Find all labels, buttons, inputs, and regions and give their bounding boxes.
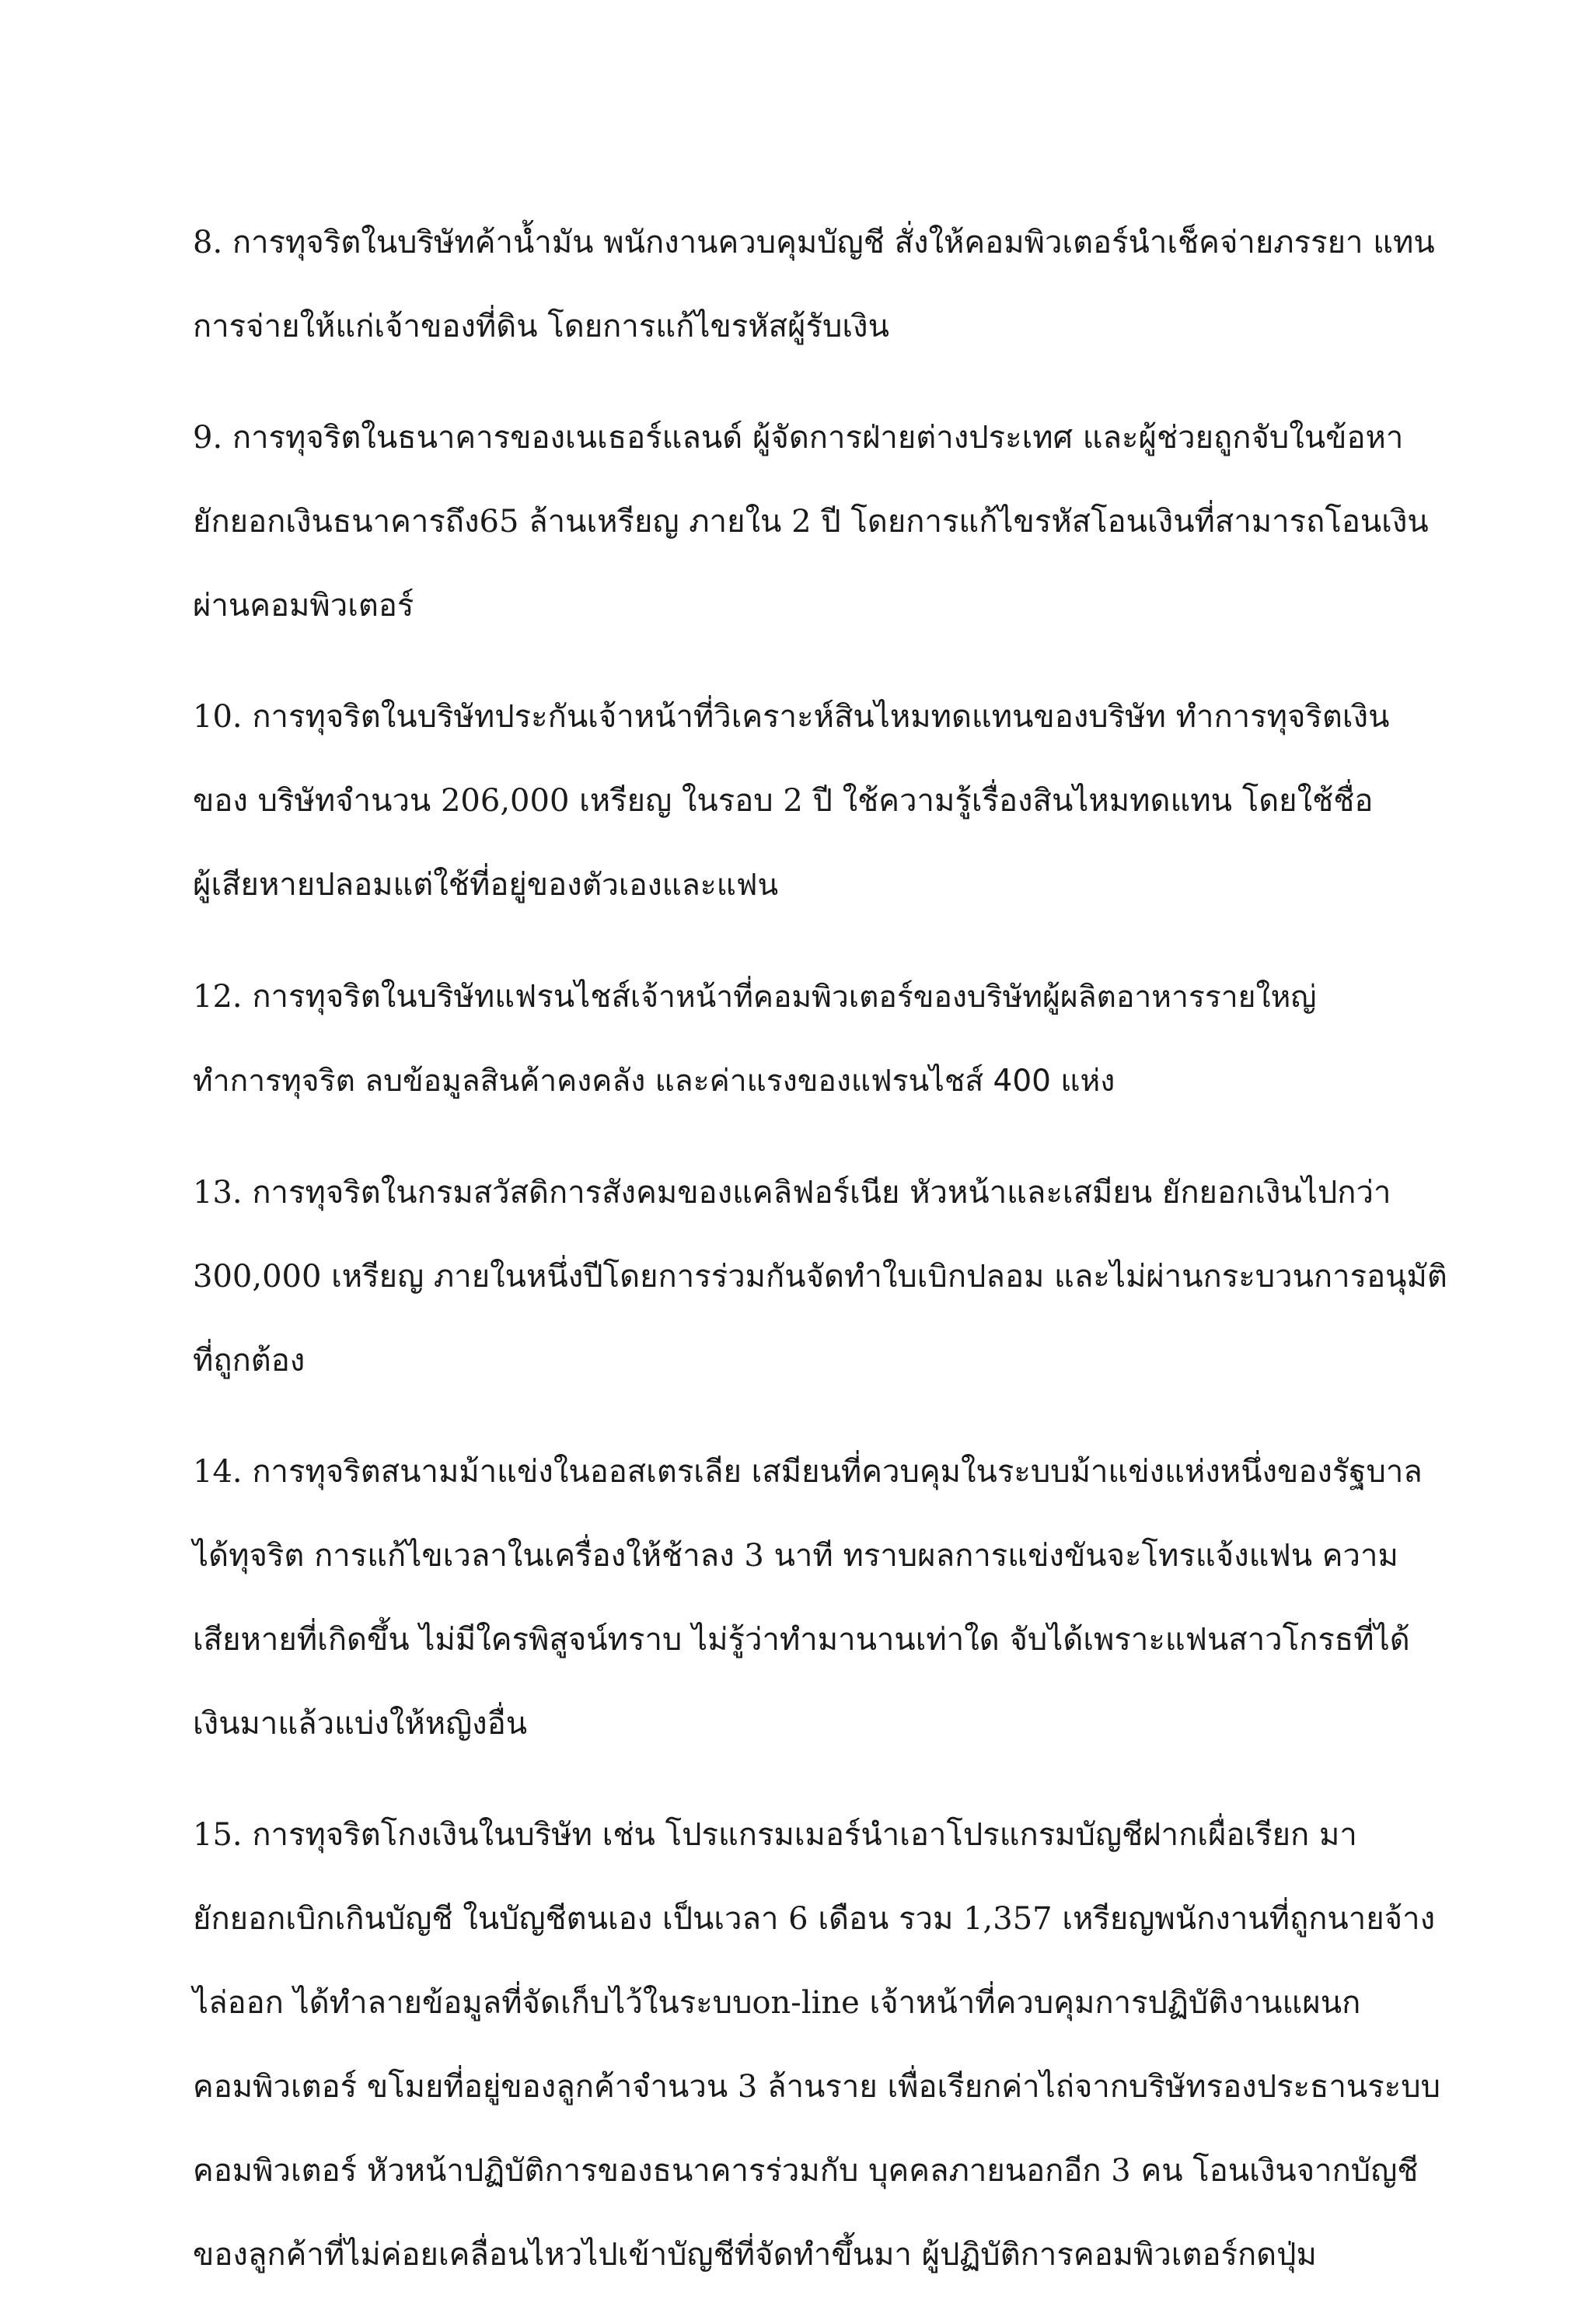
text-line: ไล่ออก ได้ทำลายข้อมูลที่จัดเก็บไว้ในระบบon-line เจ้าหน้าที่ควบคุมการปฏิบัติงานแผนก — [193, 1985, 1361, 2021]
paragraph-item-10 — [193, 675, 1421, 928]
text-segment-sans: เจ้าหน้าที่คอมพิวเตอร์ของบริษัทผู้ผลิตอาหารรายใหญ่ — [630, 980, 1317, 1015]
paragraph-item-8 — [193, 201, 1435, 369]
text-line: 9. การทุจริตในธนาคารของเนเธอร์แลนด์ ผู้จัดการฝ่ายต่างประเทศ และผู้ช่วยถูกจับในข้อหา — [193, 420, 1404, 456]
text-line: ยักยอกเงินธนาคารถึง65 ล้านเหรียญ ภายใน 2 ปี โดยการแก้ไขรหัสโอนเงินที่สามารถโอนเงิน — [193, 504, 1429, 540]
text-line: คอมพิวเตอร์ ขโมยที่อยู่ของลูกค้าจำนวน 3 ล้านราย เพื่อเรียกค่าไถ่จากบริษัทรองประธานระบบ — [193, 2069, 1441, 2105]
text-segment-serif: 12. การทุจริตในบริษัทแฟรนไชส์ — [193, 979, 630, 1015]
text-line: 8. การทุจริตในบริษัทค้าน้ำมัน พนักงานควบคุมบัญชี สั่งให้คอมพิวเตอร์นำเช็คจ่ายภรรยา แทน — [193, 225, 1435, 260]
text-line: เงินมาแล้วแบ่งให้หญิงอื่น — [193, 1706, 528, 1742]
text-line: การจ่ายให้แก่เจ้าของที่ดิน โดยการแก้ไขรหัสผู้รับเงิน — [193, 309, 889, 344]
paragraph-item-12 — [193, 955, 1421, 1124]
paragraph-item-13 — [193, 1151, 1447, 1403]
text-line: 13. การทุจริตในกรมสวัสดิการสังคมของแคลิฟอร์เนีย หัวหน้าและเสมียน ยักยอกเงินไปกว่า — [193, 1175, 1391, 1211]
text-line: ผ่านคอมพิวเตอร์ — [193, 588, 414, 624]
text-line: ทำการทุจริต ลบข้อมูลสินค้าคงคลัง และค่าแรงของแฟรนไชส์ 400 แห่ง — [193, 1064, 1115, 1099]
paragraph-item-14 — [193, 1430, 1421, 1766]
paragraph-item-15 — [193, 1793, 1441, 2297]
text-line-mixed — [193, 955, 1421, 1040]
text-line-mixed — [193, 843, 1421, 928]
text-line: ของ บริษัทจำนวน 206,000 เหรียญ ในรอบ 2 ปี ใช้ความรู้เรื่องสินไหมทดแทน โดยใช้ชื่อ — [193, 783, 1374, 819]
text-line: คอมพิวเตอร์ หัวหน้าปฏิบัติการของธนาคารร่วมกับ บุคคลภายนอกอีก 3 คน โอนเงินจากบัญชี — [193, 2153, 1419, 2189]
text-line: ของลูกค้าที่ไม่ค่อยเคลื่อนไหวไปเข้าบัญชีที่จัดทำขึ้นมา ผู้ปฏิบัติการคอมพิวเตอร์กดปุ่ม — [193, 2237, 1317, 2273]
text-line: 300,000 เหรียญ ภายในหนึ่งปีโดยการร่วมกันจัดทำใบเบิกปลอม และไม่ผ่านกระบวนการอนุมัติ — [193, 1259, 1447, 1295]
text-line: เสียหายที่เกิดขึ้น ไม่มีใครพิสูจน์ทราบ ไม่รู้ว่าทำมานานเท่าใด จับได้เพราะแฟนสาวโกรธที่ได้ — [193, 1622, 1410, 1658]
text-line: ได้ทุจริต การแก้ไขเวลาในเครื่องให้ช้าลง 3 นาที ทราบผลการแข่งขันจะโทรแจ้งแฟน ความ — [193, 1538, 1398, 1574]
text-line: 15. การทุจริตโกงเงินในบริษัท เช่น โปรแกรมเมอร์นำเอาโปรแกรมบัญชีฝากเผื่อเรียก มา — [193, 1817, 1357, 1853]
text-line: ยักยอกเบิกเกินบัญชี ในบัญชีตนเอง เป็นเวลา 6 เดือน รวม 1,357 เหรียญพนักงานที่ถูกนายจ้าง — [193, 1901, 1436, 1937]
text-line: 10. การทุจริตในบริษัทประกันเจ้าหน้าที่วิเคราะห์สินไหมทดแทนของบริษัท ทำการทุจริตเงิน — [193, 699, 1390, 735]
text-segment-serif: ผู้เสียหายปลอมแต่ใช้ที่อยู่ของ — [193, 867, 582, 903]
paragraph-item-9 — [193, 396, 1429, 648]
document-body — [193, 201, 1447, 2324]
text-line: 14. การทุจริตสนามม้าแข่งในออสเตรเลีย เสมียนที่ควบคุมในระบบม้าแข่งแห่งหนึ่งของรัฐบาล — [193, 1454, 1423, 1490]
text-segment-sans: ตัวเองและแฟน — [581, 868, 779, 903]
text-line: ที่ถูกต้อง — [193, 1343, 305, 1379]
